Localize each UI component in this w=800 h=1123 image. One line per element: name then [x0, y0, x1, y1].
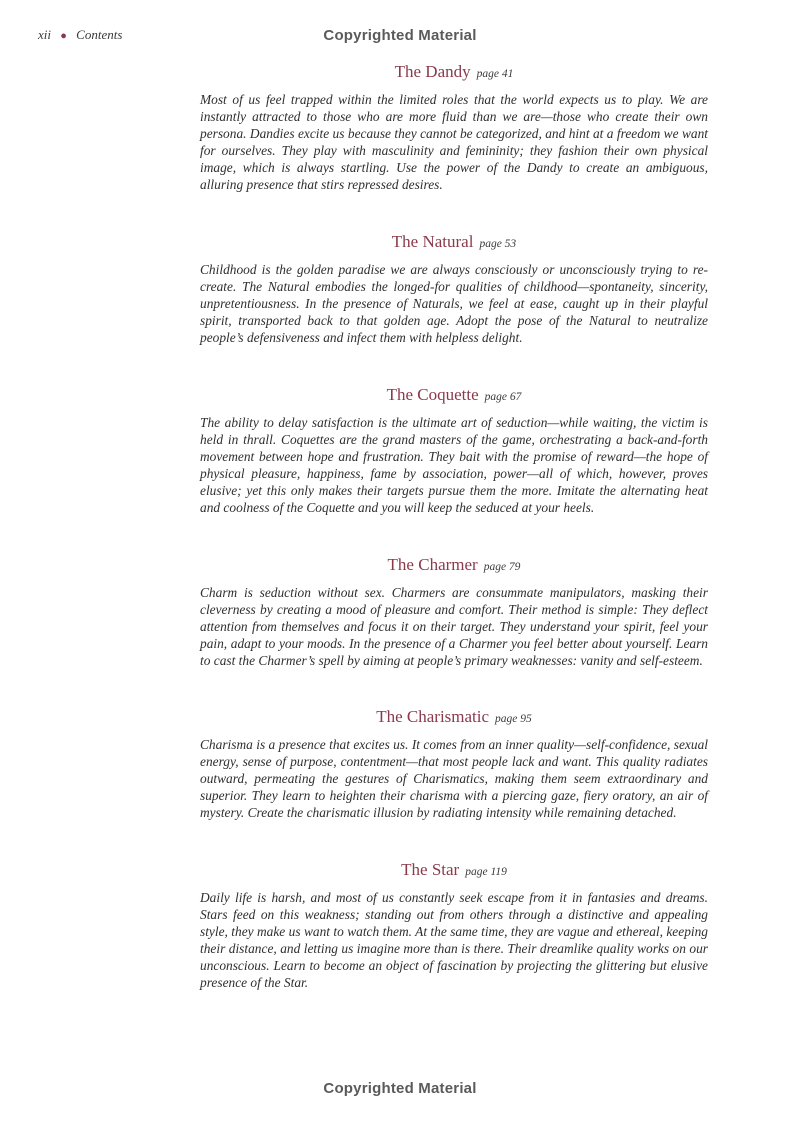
entry-description: Most of us feel trapped within the limited roles that the world expects us to play. We are instantly attracted to those who are more fluid than we are—those who create their own persona. Dandies excite us because they cannot be categorized, and hint at a freedom we want for ourselves. They play with masculinity and femininity; they fashion their own physical image, which is always startling. Use the power of the Dandy to create an ambiguous, alluring presence that stirs repressed desires.	[200, 92, 708, 192]
page-number: xii	[38, 27, 51, 42]
entry-page-ref: page 41	[476, 68, 514, 80]
toc-entry-coquette	[200, 385, 708, 516]
entry-heading	[200, 62, 708, 82]
entry-title: The Star	[401, 860, 460, 879]
entry-title: The Charmer	[387, 555, 478, 574]
toc-entry-natural	[200, 232, 708, 346]
entry-page-ref: page 53	[479, 238, 517, 250]
entry-title: The Natural	[391, 232, 474, 251]
entry-description: The ability to delay satisfaction is the ultimate art of seduction—while waiting, the victim is held in thrall. Coquettes are the grand masters of the game, orchestrating a back-and-forth movement between hope and frustration. They bait with the promise of reward—the hope of physical pleasure, happiness, fame by association, power—all of which, however, proves elusive; yet this only makes their targets pursue them the more. Imitate the alternating heat and coolness of the Coquette and you will keep the seduced at your heels.	[200, 415, 708, 515]
running-head-section: Contents	[76, 27, 123, 42]
toc-entry-charmer	[200, 555, 708, 669]
entry-heading	[200, 707, 708, 727]
entry-heading	[200, 385, 708, 405]
entry-page-ref: page 67	[484, 391, 522, 403]
entry-heading	[200, 860, 708, 880]
entry-description: Daily life is harsh, and most of us constantly seek escape from it in fantasies and dreams. Stars feed on this weakness; standing out from others through a distinctive and appealing style, they make us want to watch them. At the same time, they are vague and ethereal, keeping their distance, and letting us imagine more than is there. Their dreamlike quality works on our unconscious. Learn to become an object of fascination by projecting the glittering but elusive presence of the Star.	[200, 890, 708, 990]
entry-description: Charisma is a presence that excites us. It comes from an inner quality—self-confidence, sexual energy, sense of purpose, contentment—that most people lack and want. This quality radiates outward, permeating the gestures of Charismatics, making them seem extraordinary and superior. They learn to heighten their charisma with a piercing gaze, fiery oratory, an air of mystery. Create the charismatic illusion by radiating intensity while remaining detached.	[200, 737, 708, 820]
entry-page-ref: page 79	[483, 561, 521, 573]
entry-description: Charm is seduction without sex. Charmers are consummate manipulators, masking their cleverness by creating a mood of pleasure and comfort. Their method is simple: They deflect attention from themselves and focus it on their target. They understand your spirit, feel your pain, adapt to your moods. In the presence of a Charmer you feel better about yourself. Learn to cast the Charmer’s spell by aiming at people’s primary weaknesses: vanity and self-esteem.	[200, 585, 708, 668]
entry-title: The Coquette	[386, 385, 479, 404]
entry-title: The Dandy	[394, 62, 471, 81]
entry-page-ref: page 95	[495, 713, 532, 725]
watermark-top: Copyrighted Material	[323, 27, 477, 44]
entry-page-ref: page 119	[465, 866, 507, 878]
entry-heading	[200, 232, 708, 252]
toc-entry-dandy	[200, 62, 708, 193]
entry-heading	[200, 555, 708, 575]
toc-entry-star	[200, 860, 708, 991]
entry-title: The Charismatic	[376, 707, 490, 726]
entry-description: Childhood is the golden paradise we are always consciously or unconsciously trying to re-create. The Natural embodies the longed-for qualities of childhood—spontaneity, sincerity, unpretentiousness. In the presence of Naturals, we feel at ease, caught up in their playful spirit, transported back to that golden age. Adopt the pose of the Natural to neutralize people’s defensiveness and infect them with helpless delight.	[200, 262, 708, 345]
bullet-separator-icon: ●	[60, 30, 67, 42]
toc-entry-charismatic	[200, 707, 708, 821]
watermark-bottom: Copyrighted Material	[323, 1080, 477, 1097]
